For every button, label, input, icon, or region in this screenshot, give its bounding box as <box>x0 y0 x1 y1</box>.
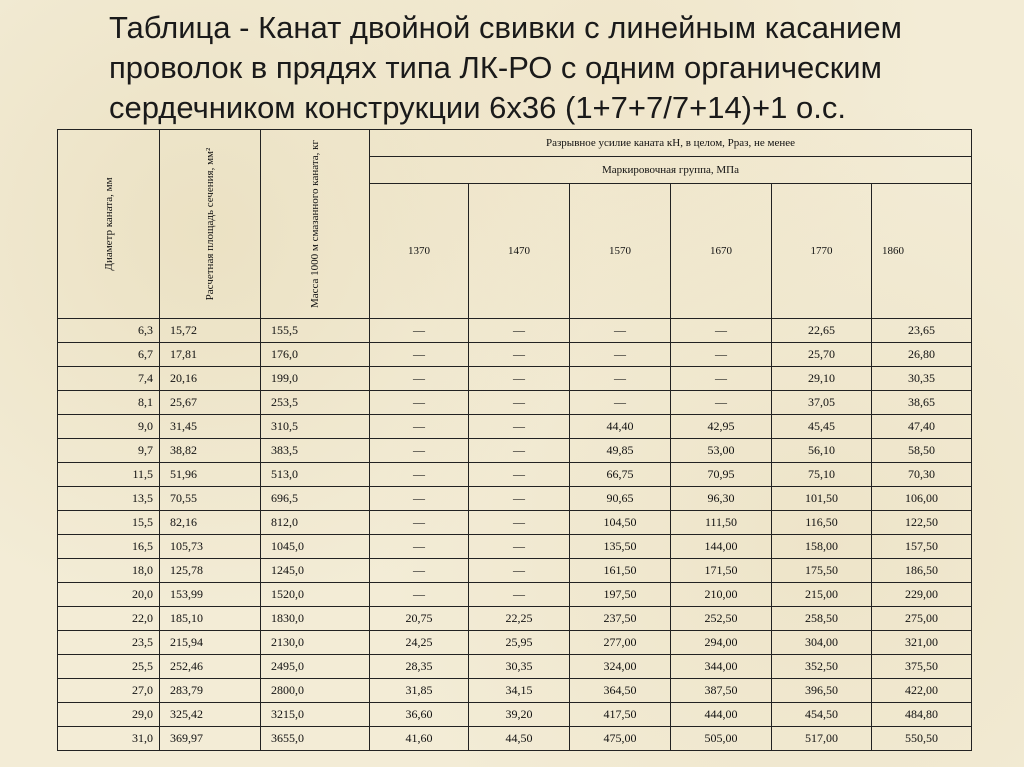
table-cell: — <box>671 391 772 415</box>
table-cell: 28,35 <box>370 655 469 679</box>
table-cell: — <box>469 367 570 391</box>
table-cell: 41,60 <box>370 727 469 751</box>
table-cell: 153,99 <box>160 583 261 607</box>
table-row <box>58 511 972 535</box>
table-cell: 15,72 <box>160 319 261 343</box>
table-cell: 229,00 <box>872 583 972 607</box>
table-cell: 9,0 <box>58 415 160 439</box>
grade-header-1570: 1570 <box>570 184 671 319</box>
table-row <box>58 679 972 703</box>
table-cell: 105,73 <box>160 535 261 559</box>
table-row <box>58 631 972 655</box>
header-diameter: Диаметр каната, мм <box>58 130 160 319</box>
table-cell: 369,97 <box>160 727 261 751</box>
table-cell: 70,95 <box>671 463 772 487</box>
table-cell: 15,5 <box>58 511 160 535</box>
table-cell: — <box>370 367 469 391</box>
table-cell: — <box>469 535 570 559</box>
table-cell: 122,50 <box>872 511 972 535</box>
table-cell: 116,50 <box>772 511 872 535</box>
grade-header-1370: 1370 <box>370 184 469 319</box>
table-cell: 22,25 <box>469 607 570 631</box>
slide-title <box>109 8 1009 128</box>
table-row <box>58 703 972 727</box>
table-row <box>58 583 972 607</box>
table-cell: 258,50 <box>772 607 872 631</box>
table-row <box>58 319 972 343</box>
table-cell: 20,16 <box>160 367 261 391</box>
table-cell: 158,00 <box>772 535 872 559</box>
table-cell: — <box>570 319 671 343</box>
table-cell: 31,85 <box>370 679 469 703</box>
header-mass: Масса 1000 м смазанного каната, кг <box>261 130 370 319</box>
table-cell: 1520,0 <box>261 583 370 607</box>
table-cell: 199,0 <box>261 367 370 391</box>
table-cell: 275,00 <box>872 607 972 631</box>
table-cell: — <box>671 343 772 367</box>
table-row <box>58 487 972 511</box>
table-cell: 17,81 <box>160 343 261 367</box>
grade-header-1770: 1770 <box>772 184 872 319</box>
table-cell: 30,35 <box>469 655 570 679</box>
table-cell: 197,50 <box>570 583 671 607</box>
table-cell: 513,0 <box>261 463 370 487</box>
table-cell: 175,50 <box>772 559 872 583</box>
table-cell: 58,50 <box>872 439 972 463</box>
table-cell: 47,40 <box>872 415 972 439</box>
table-cell: 422,00 <box>872 679 972 703</box>
table-cell: 812,0 <box>261 511 370 535</box>
table-cell: 37,05 <box>772 391 872 415</box>
table-cell: 90,65 <box>570 487 671 511</box>
table-cell: 475,00 <box>570 727 671 751</box>
table-cell: 161,50 <box>570 559 671 583</box>
table-cell: 417,50 <box>570 703 671 727</box>
table-cell: 30,35 <box>872 367 972 391</box>
table-cell: 24,25 <box>370 631 469 655</box>
table-cell: 22,65 <box>772 319 872 343</box>
table-cell: — <box>469 415 570 439</box>
table-cell: 252,46 <box>160 655 261 679</box>
table-cell: 396,50 <box>772 679 872 703</box>
table-cell: 176,0 <box>261 343 370 367</box>
table-cell: 294,00 <box>671 631 772 655</box>
table-cell: — <box>469 319 570 343</box>
table-cell: — <box>469 559 570 583</box>
table-cell: 22,0 <box>58 607 160 631</box>
table-cell: 111,50 <box>671 511 772 535</box>
table-cell: 253,5 <box>261 391 370 415</box>
table-row <box>58 439 972 463</box>
table-cell: 104,50 <box>570 511 671 535</box>
table-cell: 29,10 <box>772 367 872 391</box>
header-grade-group: Маркировочная группа, МПа <box>370 157 972 184</box>
table-row <box>58 367 972 391</box>
table-cell: 44,50 <box>469 727 570 751</box>
table-cell: — <box>469 583 570 607</box>
rope-spec-table <box>57 129 972 751</box>
grade-header-1670: 1670 <box>671 184 772 319</box>
table-row <box>58 655 972 679</box>
header-area: Расчетная площадь сечения, мм² <box>160 130 261 319</box>
table-cell: 6,3 <box>58 319 160 343</box>
table-cell: 26,80 <box>872 343 972 367</box>
table-cell: 3655,0 <box>261 727 370 751</box>
table-cell: — <box>469 343 570 367</box>
table-cell: 51,96 <box>160 463 261 487</box>
table-cell: — <box>370 319 469 343</box>
table-cell: 6,7 <box>58 343 160 367</box>
table-cell: 157,50 <box>872 535 972 559</box>
table-cell: 324,00 <box>570 655 671 679</box>
table-cell: — <box>570 343 671 367</box>
table-cell: — <box>469 511 570 535</box>
table-cell: 375,50 <box>872 655 972 679</box>
table-cell: 25,95 <box>469 631 570 655</box>
table-cell: 36,60 <box>370 703 469 727</box>
table-cell: 125,78 <box>160 559 261 583</box>
table-cell: 237,50 <box>570 607 671 631</box>
table-cell: 49,85 <box>570 439 671 463</box>
table-cell: 45,45 <box>772 415 872 439</box>
table-cell: 53,00 <box>671 439 772 463</box>
table-cell: 144,00 <box>671 535 772 559</box>
table-cell: 13,5 <box>58 487 160 511</box>
table-cell: 277,00 <box>570 631 671 655</box>
table-row <box>58 607 972 631</box>
table-cell: 38,82 <box>160 439 261 463</box>
table-cell: 252,50 <box>671 607 772 631</box>
table-cell: 44,40 <box>570 415 671 439</box>
table-cell: — <box>370 391 469 415</box>
table-cell: 325,42 <box>160 703 261 727</box>
title-line-3: сердечником конструкции 6х36 (1+7+7/7+14)+1 о.с. <box>109 90 846 125</box>
table-cell: 11,5 <box>58 463 160 487</box>
table-cell: 2130,0 <box>261 631 370 655</box>
table-cell: 34,15 <box>469 679 570 703</box>
table-cell: 7,4 <box>58 367 160 391</box>
table-cell: 101,50 <box>772 487 872 511</box>
table-cell: 2800,0 <box>261 679 370 703</box>
table-cell: 29,0 <box>58 703 160 727</box>
table-cell: 9,7 <box>58 439 160 463</box>
table-cell: 484,80 <box>872 703 972 727</box>
table-cell: 1045,0 <box>261 535 370 559</box>
table-cell: 106,00 <box>872 487 972 511</box>
table-cell: — <box>370 559 469 583</box>
table-cell: 75,10 <box>772 463 872 487</box>
table-cell: 25,5 <box>58 655 160 679</box>
table-cell: 96,30 <box>671 487 772 511</box>
grade-header-1860: 1860 <box>872 184 972 319</box>
table-cell: — <box>370 439 469 463</box>
table-row <box>58 415 972 439</box>
table-cell: 31,45 <box>160 415 261 439</box>
table-cell: 383,5 <box>261 439 370 463</box>
table-row <box>58 391 972 415</box>
table-cell: 387,50 <box>671 679 772 703</box>
title-line-1: Таблица - Канат двойной свивки с линейным касанием <box>109 10 902 45</box>
table-cell: — <box>570 367 671 391</box>
table-cell: 505,00 <box>671 727 772 751</box>
table-cell: — <box>570 391 671 415</box>
header-breaking-force: Разрывное усилие каната кН, в целом, Рраз, не менее <box>370 130 972 157</box>
table-cell: 42,95 <box>671 415 772 439</box>
table-cell: — <box>370 463 469 487</box>
table-cell: 70,30 <box>872 463 972 487</box>
table-cell: 517,00 <box>772 727 872 751</box>
table-cell: 27,0 <box>58 679 160 703</box>
table-cell: 8,1 <box>58 391 160 415</box>
table-row <box>58 727 972 751</box>
table-cell: 66,75 <box>570 463 671 487</box>
table-cell: 444,00 <box>671 703 772 727</box>
table-cell: 210,00 <box>671 583 772 607</box>
table-cell: 186,50 <box>872 559 972 583</box>
table-cell: 283,79 <box>160 679 261 703</box>
table-cell: — <box>370 511 469 535</box>
table-cell: 135,50 <box>570 535 671 559</box>
table-cell: — <box>469 391 570 415</box>
table-row <box>58 535 972 559</box>
table-cell: 155,5 <box>261 319 370 343</box>
table-cell: 70,55 <box>160 487 261 511</box>
table-cell: — <box>469 439 570 463</box>
table-cell: 38,65 <box>872 391 972 415</box>
table-cell: 1245,0 <box>261 559 370 583</box>
title-line-2: проволок в прядях типа ЛК-РО с одним органическим <box>109 50 882 85</box>
table-row <box>58 463 972 487</box>
table-cell: 20,75 <box>370 607 469 631</box>
table-cell: 56,10 <box>772 439 872 463</box>
table-cell: 39,20 <box>469 703 570 727</box>
table-cell: 1830,0 <box>261 607 370 631</box>
table-cell: 20,0 <box>58 583 160 607</box>
table-cell: 23,5 <box>58 631 160 655</box>
table-body <box>58 319 972 751</box>
table-cell: 31,0 <box>58 727 160 751</box>
table-cell: — <box>469 487 570 511</box>
grade-header-1470: 1470 <box>469 184 570 319</box>
table-cell: 185,10 <box>160 607 261 631</box>
table-cell: — <box>370 415 469 439</box>
table-cell: 364,50 <box>570 679 671 703</box>
table-cell: — <box>671 367 772 391</box>
table-cell: 25,70 <box>772 343 872 367</box>
table-cell: 550,50 <box>872 727 972 751</box>
table-cell: 352,50 <box>772 655 872 679</box>
table-cell: 25,67 <box>160 391 261 415</box>
table-cell: 696,5 <box>261 487 370 511</box>
table-cell: 16,5 <box>58 535 160 559</box>
table-cell: 18,0 <box>58 559 160 583</box>
table-cell: 321,00 <box>872 631 972 655</box>
table-cell: 454,50 <box>772 703 872 727</box>
table-cell: 23,65 <box>872 319 972 343</box>
table-cell: 215,00 <box>772 583 872 607</box>
table-cell: — <box>370 487 469 511</box>
table-cell: — <box>671 319 772 343</box>
table-cell: 171,50 <box>671 559 772 583</box>
table-cell: 3215,0 <box>261 703 370 727</box>
table-cell: 344,00 <box>671 655 772 679</box>
table-cell: — <box>370 343 469 367</box>
table-row <box>58 559 972 583</box>
table-cell: 82,16 <box>160 511 261 535</box>
table-cell: 215,94 <box>160 631 261 655</box>
table-cell: — <box>370 535 469 559</box>
table-cell: 304,00 <box>772 631 872 655</box>
table-row <box>58 343 972 367</box>
table-cell: 310,5 <box>261 415 370 439</box>
table-cell: — <box>370 583 469 607</box>
table-cell: 2495,0 <box>261 655 370 679</box>
table-cell: — <box>469 463 570 487</box>
